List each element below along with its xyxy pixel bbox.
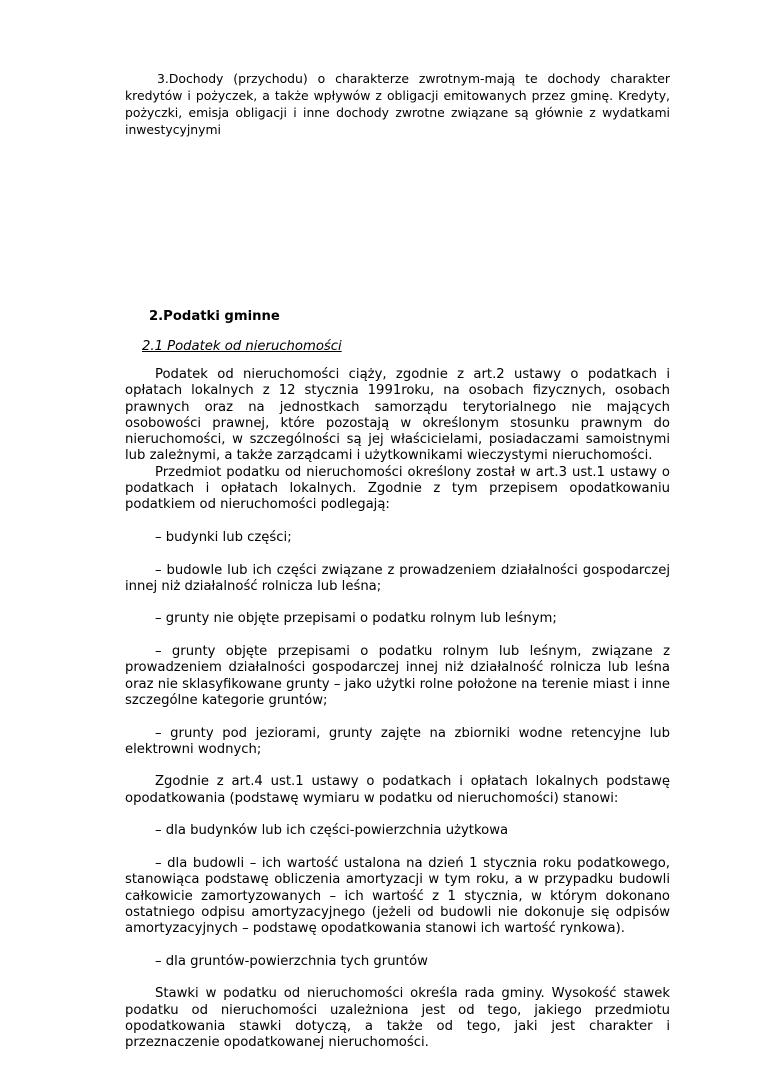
paragraph-definition: Podatek od nieruchomości ciąży, zgodnie z art.2 ustawy o podatkach i opłatach lokalnych z 12 stycznia 1991roku, na osobach fizycznych, osobach prawnych oraz na jednostkach samorządu terytorialnego nie mających osobowości prawnej, które pozostają w określonym stosunku prawnym do nieruchomości, w szczególności są jej właścicielami, posiadaczami samoistnymi lub zależnymi, a także zarządcami i użytkownikami wieczystymi nieruchomości.	[125, 367, 670, 464]
list-item: – dla budynków lub ich części-powierzchnia użytkowa	[155, 823, 509, 839]
body-text	[125, 367, 670, 1051]
list-item: – grunty objęte przepisami o podatku rolnym lub leśnym, związane z prowadzeniem działalności gospodarczej innej niż działalność rolnicza lub leśna oraz nie sklasyfikowane grunty – jako użytki rolne położone na terenie miast i inne szczególne kategorie gruntów;	[125, 644, 670, 708]
list-item: – grunty nie objęte przepisami o podatku rolnym lub leśnym;	[155, 611, 557, 627]
list-item: – budynki lub części;	[155, 529, 292, 545]
subsection-heading: 2.1 Podatek od nieruchomości	[142, 339, 342, 354]
list-item: – budowle lub ich części związane z prowadzeniem działalności gospodarczej innej niż działalność rolnicza lub leśna;	[125, 562, 670, 594]
paragraph-rates: Stawki w podatku od nieruchomości określa rada gminy. Wysokość stawek podatku od nieruchomości uzależniona jest od tego, jakiego przedmiotu opodatkowania stawki dotyczą, a także od tego, jaki jest charakter i przeznaczenie opodatkowanej nieruchomości.	[125, 986, 670, 1051]
paragraph-tax-base: Zgodnie z art.4 ust.1 ustawy o podatkach i opłatach lokalnych podstawę opodatkowania (podstawę wymiaru w podatku od nieruchomości) stanowi:	[125, 774, 670, 806]
list-item: – dla gruntów-powierzchnia tych gruntów	[155, 953, 428, 969]
section-heading: 2.Podatki gminne	[149, 309, 280, 324]
paragraph-subject: Przedmiot podatku od nieruchomości określony został w art.3 ust.1 ustawy o podatkach i opłatach lokalnych. Zgodnie z tym przepisem opodatkowaniu podatkiem od nieruchomości podlegają:	[125, 464, 670, 513]
list-item: – dla budowli – ich wartość ustalona na dzień 1 stycznia roku podatkowego, stanowiąca podstawę obliczenia amortyzacji w tym roku, a w przypadku budowli całkowicie zamortyzowanych – ich wartość z 1 stycznia, w którym dokonano ostatniego odpisu amortyzacyjnego (jeżeli od budowli nie dokonuje się odpisów amortyzacyjnych – podstawę opodatkowania stanowi ich wartość rynkowa).	[125, 855, 670, 937]
list-item: – grunty pod jeziorami, grunty zajęte na zbiorniki wodne retencyjne lub elektrowni wodnych;	[125, 725, 670, 757]
intro-paragraph: 3.Dochody (przychodu) o charakterze zwrotnym-mają te dochody charakter kredytów i pożyczek, a także wpływów z obligacji emitowanych przez gminę. Kredyty, pożyczki, emisja obligacji i inne dochody zwrotne związane są głównie z wydatkami inwestycyjnymi	[125, 71, 670, 137]
